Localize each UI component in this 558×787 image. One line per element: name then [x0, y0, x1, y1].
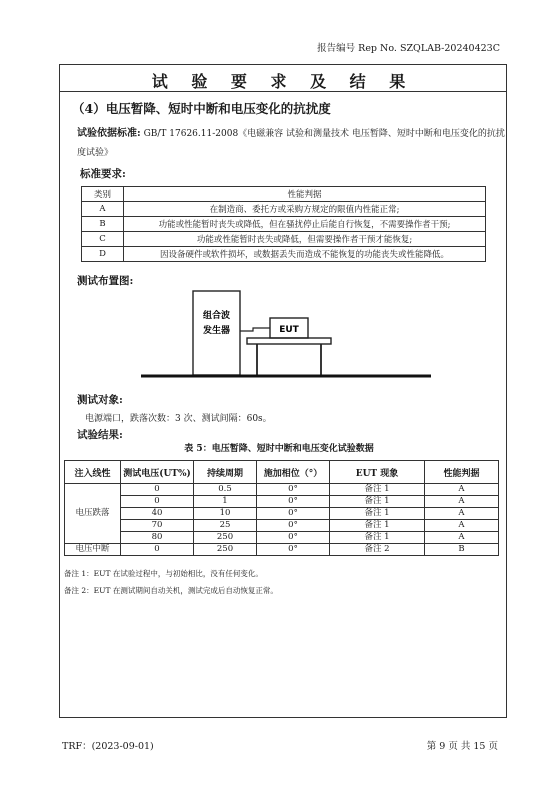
table-row: [82, 247, 486, 262]
test-basis: [77, 124, 507, 163]
cell-criterion: A: [425, 532, 499, 544]
cell-voltage: 80: [121, 532, 194, 544]
cell-duration: 0.5: [194, 484, 257, 496]
results-label: 试验结果:: [77, 429, 123, 441]
criteria-desc: 因设备硬件或软件损坏，或数据丢失而造成不能恢复的功能丧失或性能降低。: [124, 247, 486, 262]
test-object-label: 测试对象:: [77, 394, 123, 406]
cell-phenomenon: 备注 1: [330, 496, 425, 508]
test-table-top: [247, 338, 331, 344]
table-header-row: [65, 461, 499, 484]
group-voltage-interrupt: 电压中断: [65, 544, 121, 556]
note-1: 备注 1：EUT 在试验过程中，与初始相比，没有任何变化。: [64, 569, 263, 578]
cell-phase: 0°: [257, 484, 330, 496]
cell-duration: 250: [194, 532, 257, 544]
cell-phase: 0°: [257, 520, 330, 532]
note-2: 备注 2：EUT 在测试期间自动关机，测试完成后自动恢复正常。: [64, 586, 278, 595]
header-duration: 持续周期: [194, 461, 257, 484]
cell-criterion: B: [425, 544, 499, 556]
cell-phenomenon: 备注 2: [330, 544, 425, 556]
cell-duration: 250: [194, 544, 257, 556]
criteria-desc: 在制造商、委托方或采购方规定的限值内性能正常;: [124, 202, 486, 217]
standard-req-label: 标准要求:: [80, 168, 126, 180]
test-layout-diagram: [135, 286, 435, 382]
cell-voltage: 0: [121, 484, 194, 496]
header-phase: 施加相位（°）: [257, 461, 330, 484]
table-header-row: [82, 187, 486, 202]
results-table: [64, 460, 499, 556]
performance-criteria-table: [81, 186, 486, 262]
cell-voltage: 0: [121, 544, 194, 556]
cell-phase: 0°: [257, 544, 330, 556]
footer-trf: TRF：(2023-09-01): [62, 741, 154, 752]
criteria-class: D: [82, 247, 124, 262]
header-injection: 注入线性: [65, 461, 121, 484]
cell-phenomenon: 备注 1: [330, 520, 425, 532]
header-category: 类别: [82, 187, 124, 202]
cell-criterion: A: [425, 496, 499, 508]
table-row: [65, 544, 499, 556]
table-row: [65, 484, 499, 496]
cell-voltage: 70: [121, 520, 194, 532]
table-caption: 表 5：电压暂降、短时中断和电压变化试验数据: [184, 444, 374, 454]
table-row: [82, 217, 486, 232]
table-row: [82, 202, 486, 217]
table-row: [65, 508, 499, 520]
header-eut-phenomenon: EUT 现象: [330, 461, 425, 484]
cell-voltage: 0: [121, 496, 194, 508]
criteria-class: C: [82, 232, 124, 247]
layout-label: 测试布置图:: [77, 275, 134, 287]
footer-page-number: 第 9 页 共 15 页: [426, 741, 498, 752]
page-title: 试 验 要 求 及 结 果: [151, 72, 415, 91]
cell-phase: 0°: [257, 508, 330, 520]
report-number: 报告编号 Rep No. SZQLAB-20240423C: [317, 43, 500, 54]
generator-label-1: 组合波: [202, 311, 231, 321]
connection-cable: [240, 328, 270, 331]
table-row: [65, 532, 499, 544]
header-test-voltage: 测试电压(UT%): [121, 461, 194, 484]
cell-duration: 10: [194, 508, 257, 520]
cell-phenomenon: 备注 1: [330, 508, 425, 520]
group-voltage-dip: 电压跌落: [65, 484, 121, 544]
criteria-class: B: [82, 217, 124, 232]
cell-phenomenon: 备注 1: [330, 532, 425, 544]
cell-phase: 0°: [257, 496, 330, 508]
cell-phenomenon: 备注 1: [330, 484, 425, 496]
cell-criterion: A: [425, 484, 499, 496]
generator-label-2: 发生器: [202, 326, 231, 336]
cell-voltage: 40: [121, 508, 194, 520]
test-basis-label: 试验依据标准:: [77, 128, 141, 139]
table-row: [82, 232, 486, 247]
cell-duration: 1: [194, 496, 257, 508]
header-criteria: 性能判据: [124, 187, 486, 202]
eut-label: EUT: [279, 325, 299, 335]
cell-criterion: A: [425, 520, 499, 532]
criteria-desc: 功能或性能暂时丧失或降低，但需要操作者干预才能恢复;: [124, 232, 486, 247]
criteria-class: A: [82, 202, 124, 217]
cell-criterion: A: [425, 508, 499, 520]
test-basis-text: GB/T 17626.11-2008《电磁兼容 试验和测量技术 电压暂降、短时中断和电压变化的抗扰度试验》: [77, 129, 505, 158]
header-performance: 性能判据: [425, 461, 499, 484]
table-row: [65, 496, 499, 508]
cell-phase: 0°: [257, 532, 330, 544]
title-row: [60, 65, 506, 92]
cell-duration: 25: [194, 520, 257, 532]
criteria-desc: 功能或性能暂时丧失或降低，但在骚扰停止后能自行恢复，不需要操作者干预;: [124, 217, 486, 232]
section-title: （4）电压暂降、短时中断和电压变化的抗扰度: [72, 101, 331, 116]
test-object-text: 电源端口，跌落次数：3 次、测试间隔：60s。: [85, 414, 272, 424]
table-row: [65, 520, 499, 532]
